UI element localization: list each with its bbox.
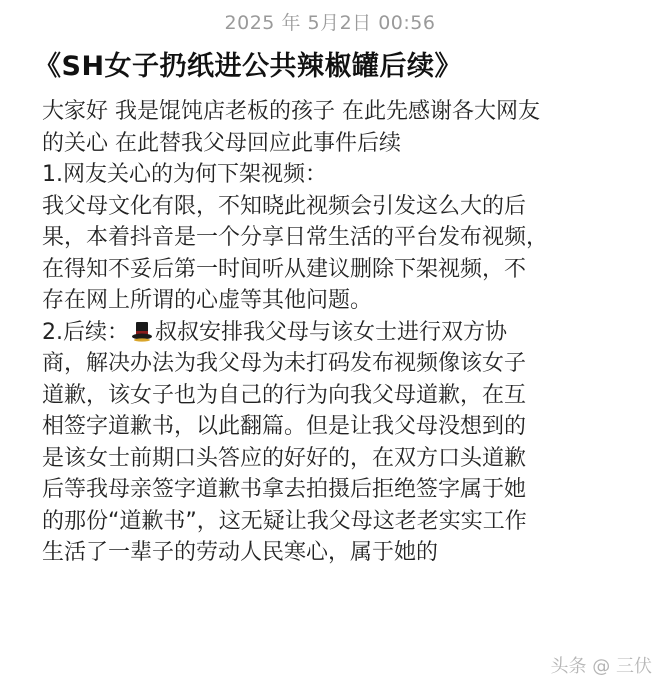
body-line: 存在网上所谓的心虚等其他问题。 <box>42 288 373 313</box>
body-line: 果，本着抖音是一个分享日常生活的平台发布视频， <box>42 225 549 250</box>
post-body <box>42 96 642 569</box>
body-line: 后等我母亲签字道歉书拿去拍摄后拒绝签字属于她 <box>42 477 527 502</box>
body-line: 的那份“道歉书”，这无疑让我父母这老老实实工作 <box>42 508 527 534</box>
body-line-prefix: 2.后续： <box>42 319 129 345</box>
body-line: 是该女士前期口头答应的好好的，在双方口头道歉 <box>42 445 527 471</box>
watermark: 头条 @ 三伏 <box>550 656 652 677</box>
post-title: 《SH女子扔纸进公共辣椒罐后续》 <box>34 51 463 82</box>
body-line: 在得知不妥后第一时间听从建议删除下架视频，不 <box>42 256 527 282</box>
body-line: 大家好 我是馄饨店老板的孩子 在此先感谢各大网友 <box>42 99 540 124</box>
body-line: 我父母文化有限，不知晓此视频会引发这么大的后 <box>42 193 527 219</box>
body-line: 1.网友关心的为何下架视频： <box>42 162 327 187</box>
body-line-suffix: 叔叔安排我父母与该女士进行双方协 <box>155 319 508 345</box>
body-line: 相签字道歉书，以此翻篇。但是让我父母没想到的 <box>42 414 527 439</box>
body-line: 生活了一辈子的劳动人民寒心，属于她的 <box>42 540 439 565</box>
top-hat-icon <box>131 320 153 342</box>
body-line: 道歉，该女子也为自己的行为向我父母道歉，在互 <box>42 382 527 408</box>
body-line: 的关心 在此替我父母回应此事件后续 <box>42 130 401 156</box>
body-line-with-emoji <box>42 317 642 349</box>
body-line: 商，解决办法为我父母为未打码发布视频像该女子 <box>42 351 527 376</box>
post-timestamp: 2025 年 5月2日 00:56 <box>224 12 436 34</box>
